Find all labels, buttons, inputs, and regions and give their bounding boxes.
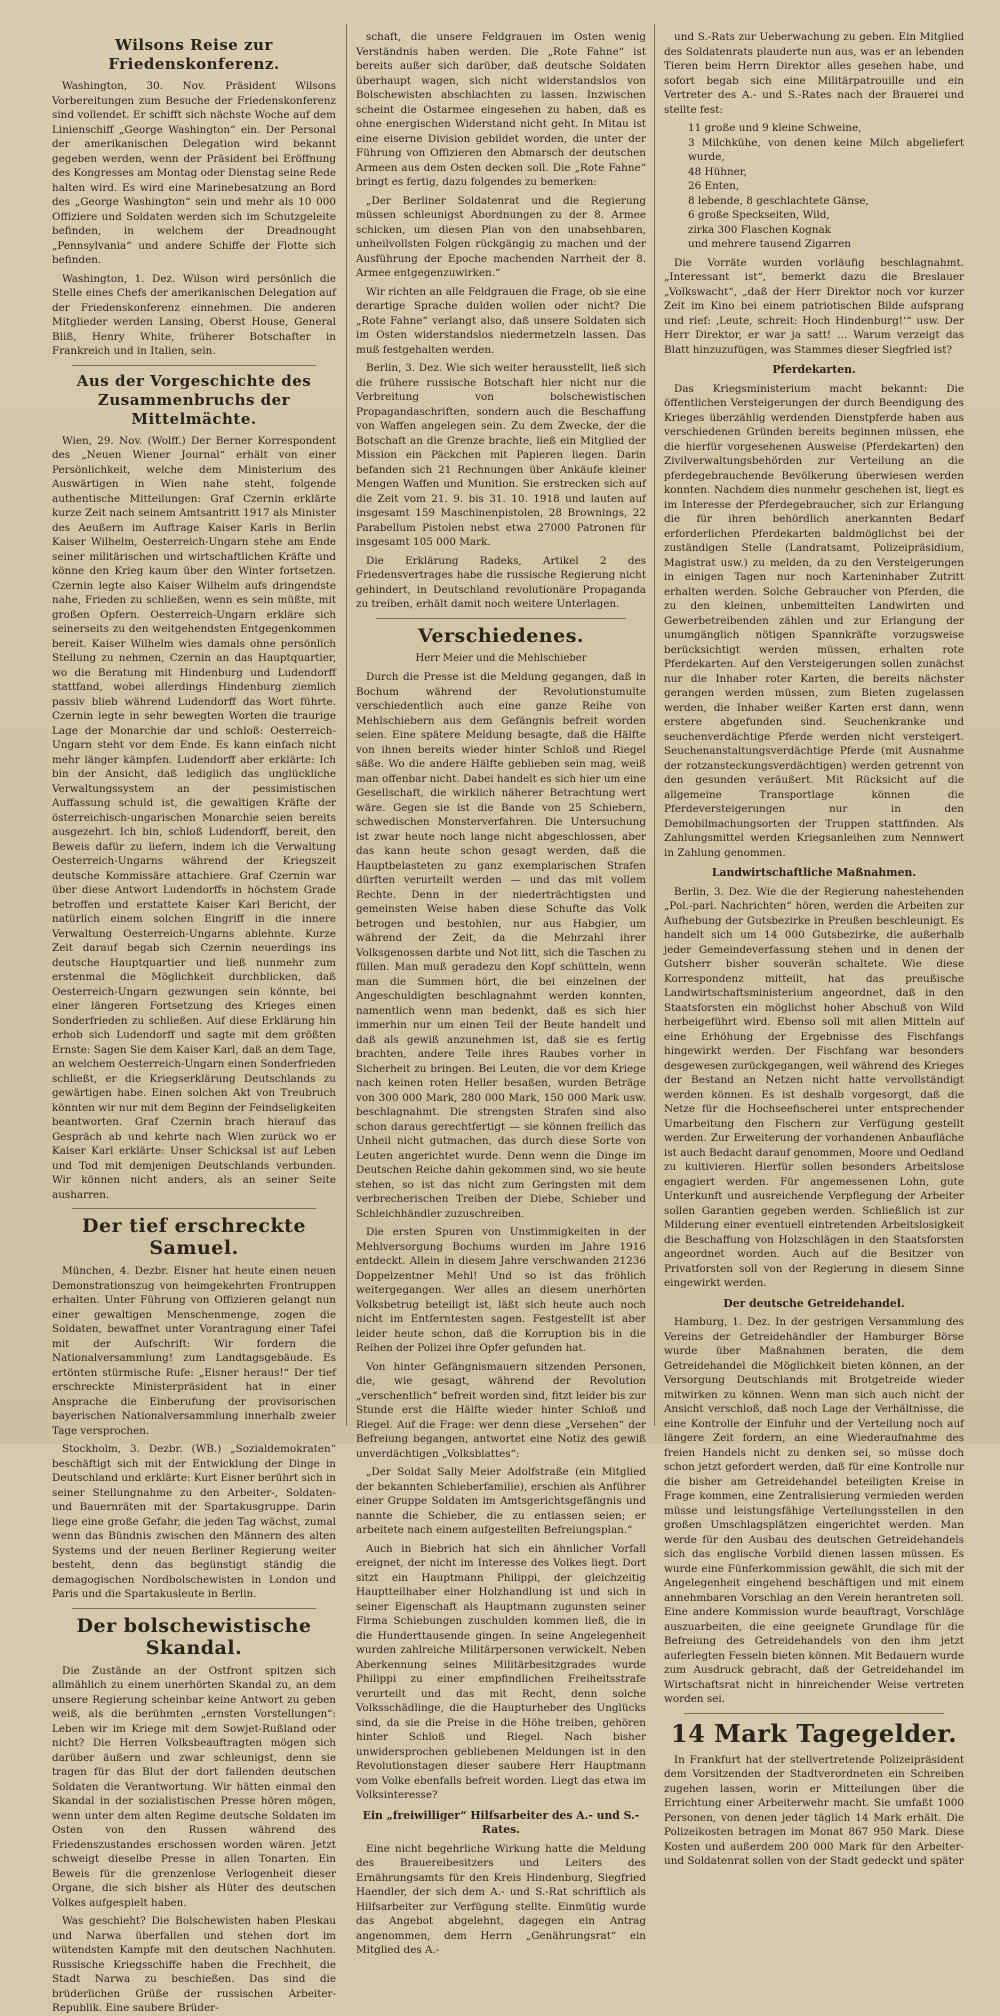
paragraph: Eine nicht begehrliche Wirkung hatte die Meldung des Brauereibesitzers und Leiters des Ernährungsamts für den Kreis Hindenburg, Siegfried Haendler, der sich dem A.- und S.-Rat schriftlich als Hilfsarbeiter zur Verfügung stellte. Einmütig wurde das Angebot abgelehnt, dagegen ein Antrag angenommen, dem Herrn „Genährungsrat“ ein Mitglied des A.- [356, 1842, 646, 1956]
paragraph: Wir richten an alle Feldgrauen die Frage, ob sie eine derartige Sprache dulden wollen oder nicht? Die „Rote Fahne“ verlangt also, daß unsere Soldaten sich im Osten widerstandslos niedermetzeln lassen. Das muß festgehalten werden. [356, 285, 646, 356]
column-3 [664, 30, 964, 1867]
headline-verschiedenes: Verschiedenes. [417, 624, 585, 647]
list-item: 11 große und 9 kleine Schweine, [688, 122, 862, 134]
inventory-list [688, 121, 964, 252]
column-divider [346, 24, 347, 1426]
divider [376, 618, 626, 619]
divider [684, 1713, 944, 1714]
paragraph: München, 4. Dezbr. Eisner hat heute einen neuen Demonstrationszug von heimgekehrten Frontruppen erhalten. Unter Führung von Offizieren gelangt nun einer gewaltigen Menschenmenge, zogen die Soldaten, bewaffnet unter Vorantragung einer Tafel mit der Aufschrift: Wir fordern die Nationalversammlung! zum Landtagsgebäude. Es ertönten stürmische Rufe: „Eisner heraus!“ Der tief erschreckte Ministerpräsident hat in einer Ansprache die Einberufung der provisorischen bayerischen Nationalversammlung innerhalb zweier Tage versprochen. [52, 1265, 336, 1437]
paragraph: Hamburg, 1. Dez. In der gestrigen Versammlung des Vereins der Getreidehändler der Hamburger Börse wurde über Maßnahmen beraten, die dem Getreidehandel die Möglichkeit bieten können, an der Versorgung Deutschlands mit Brotgetreide wieder mitwirken zu können. Wenn man sich auch nicht der Ansicht verschloß, daß noch Lage der Verhältnisse, die eine Kontrolle der Einfuhr und der Verteilung noch auf längere Zeit fordern, an eine Wiederaufnahme des freien Handels nicht zu denken sei, so müsse doch schon jetzt gefordert werden, daß für eine Kontrolle nur die bisher am Getreidehandel beteiligten Kreise in Frage kommen, eine Zentralisierung vermieden werden müsse und leistungsfähige Verteilungsstellen in den großen Umschlagsplätzen eingerichtet werden. Man werde für den Ausbau des deutschen Getreidehandels sich das englische Vorbild dienen lassen müssen. Es wurde eine Fünferkommission gewählt, die sich mit der Angelegenheit eingehend beschäftigen und mit einem annehmbaren Vorschlag an den Verein herantreten soll. Eine andere Kommission wurde beauftragt, Vorschläge auszuarbeiten, die eine geeignete Grundlage für die Befreiung des Getreidehandels von den ihm jetzt auferlegten Fesseln bieten können. Mit Bedauern wurde zum Ausdruck gebracht, daß der Getreidehandel im Wirtschaftsrat nicht in hinreichender Weise vertreten worden sei. [664, 1316, 964, 1705]
list-item: 26 Enten, [688, 180, 740, 192]
paragraph: Die Zustände an der Ostfront spitzen sich allmählich zu einem unerhörten Skandal zu, an dem unsere Regierung scheinbar keine Antwort zu geben weiß, als die berühmten „ernsten Vorstellungen“: Leben wir im Kriege mit dem Sowjet-Rußland oder nicht? Die Herren Volksbeauftragten mögen sich darüber äußern und zwar schleunigst, denn sie tragen für das Blut der dort fallenden deutschen Soldaten die Verantwortung. Wir hätten einmal den Skandal in der sozialistischen Presse hören mögen, wenn unter dem alten Regime deutsche Soldaten im Osten von den Russen während des Friedenszustandes erschossen worden wären. Jetzt schweigt dieselbe Presse in allen Tonarten. Ein Beweis für die grenzenlose Verlogenheit dieser Organe, die sich bisher als Hüter des deutschen Volkes aufgespielt haben. [52, 1664, 336, 1909]
list-item: 48 Hühner, [688, 165, 747, 178]
paragraph: Berlin, 3. Dez. Wie sich weiter herausstellt, ließ sich die frühere russische Botschaft hier nicht nur die Verbreitung von bolschewistischen Propagandaschriften, sondern auch die Beschaffung von Waffen angelegen sein. Zu dem Zwecke, der die Botschaft an die Grenze brachte, ließ ein Mitglied der Mission ein Päckchen mit Papieren liegen. Darin befanden sich 21 Rechnungen über Ankäufe kleiner Mengen Waffen und Munition. Sie erstrecken sich auf die Zeit vom 21. 9. bis 31. 10. 1918 und lauten auf insgesamt 159 Maschinenpistolen, 28 Brownings, 22 Parabellum Pistolen nebst etwa 27000 Patronen für insgesamt 105 000 Mark. [356, 362, 646, 548]
paragraph: Das Kriegsministerium macht bekannt: Die öffentlichen Versteigerungen der durch Beendigung des Krieges überzählig werdenden Dienstpferde haben aus verschiedenen Gründen bereits beginnen müssen, ehe die hierfür vorgesehenen Ausweise (Pferdekarten) den Zivilverwaltungsbehörden zur Verteilung an die pferdegebrauchende Bevölkerung überwiesen werden konnten. Nachdem dies nunmehr geschehen ist, liegt es im Interesse der Pferdegebraucher, sich zur Erlangung die für ihren behördlich anerkannten Bedarf erforderlichen Pferdekarten baldmöglichst bei der zuständigen Stelle (Landratsamt, Polizeipräsidium, Magistrat usw.) zu melden, da zu den Versteigerungen in einigen Tagen nur noch Karteninhaber Zutritt erhalten werden. Solche Gebraucher von Pferden, die zu den kleinen, unbemittelten Landwirten und Gewerbetreibenden zählen und zur Erlangung der unumgänglich nötigen Spannkräfte vorzugsweise berücksichtigt werden müssen, erhalten rote Pferdekarten. Auf den Versteigerungen sollen zunächst nur die Inhaber roter Karten, die bereits nächster gerangen werden müssen, zum Bieten zugelassen werden, die Inhaber weißer Karten erst dann, wenn erstere abgefunden sind. Seuchenkranke und seuchenverdächtige Pferde werden nicht versteigert. Seuchenanstaltungsverdächtige Pferde (mit Ausnahme der rotzansteckungsverdächtigen) werden getrennt von den gesunden veräußert. Mit Rücksicht auf die allgemeine Transportlage können die Pferdeversteigerungen nur in den Demobilmachungsorten der Truppen stattfinden. Als Zahlungsmittel werden Kriegsanleihen zum Nennwert in Zahlung genommen. [664, 382, 964, 859]
headline-samuel: Der tief erschreckte Samuel. [82, 1215, 306, 1259]
paragraph: Auch in Biebrich hat sich ein ähnlicher Vorfall ereignet, der nicht im Interesse des Volkes liegt. Dort sitzt ein Hauptmann Philippi, der gleichzeitig Hauptteilhaber einer Holzhandlung ist und sich in seiner Eigenschaft als Hauptmann zugunsten seiner Firma Schiebungen zuschulden kommen ließ, die in die Hunderttausende gingen. In seine Angelegenheit wurden zahlreiche Militärpersonen verwickelt. Neben Aberkennung seines Militärbesitzgrades wurde Philippi zu einer empfindlichen Freiheitsstrafe verurteilt und das mit Recht, denn solche Volksschädlinge, die die Haupturheber des Unglücks sind, da sie die Preise in die Höhe treiben, gehören hinter Schloß und Riegel. Nach bisher unwidersprochen gebliebenen Meldungen ist in den Revolutionstagen dieser saubere Herr Hauptmann vom Volke ebenfalls befreit worden. Liegt das etwa im Volksinteresse? [356, 1542, 646, 1801]
headline-hilfsarbeiter: Ein „freiwilliger“ Hilfsarbeiter des A.- und S.-Rates. [362, 1808, 640, 1836]
headline-tagegelder: 14 Mark Tagegelder. [670, 1718, 958, 1748]
headline-wilson: Wilsons Reise zur Friedenskonferenz. [108, 36, 280, 73]
quote: „Der Soldat Sally Meier Adolfstraße (ein Mitglied der bekannten Schieberfamilie), erschien als Anführer einer Gruppe Soldaten im Amtsgerichtsgefängnis und nannte die Schieber, die zu entlassen seien; er arbeitete nach einem aufgestellten Befreiungsplan.“ [356, 1466, 646, 1536]
paragraph: Wien, 29. Nov. (Wolff.) Der Berner Korrespondent des „Neuen Wiener Journal“ erhält von einer Persönlichkeit, welche dem Ministerium des Auswärtigen in Wien nahe steht, folgende authentische Mitteilungen: Graf Czernin erklärte kurze Zeit nach seinem Amtsantritt 1917 als Minister des Aeußern im Auftrage Kaiser Karls in Berlin Kaiser Wilhelm, Oesterreich-Ungarn stehe am Ende seiner militärischen und wirtschaftlichen Kräfte und könne den Krieg kaum über den Winter fortsetzen. Czernin legte also Kaiser Wilhelm aufs dringendste nahe, Frieden zu schließen, wenn es sein müßte, mit großen Opfern. Oesterreich-Ungarn erkläre sich seinerseits zu den weitgehendsten Entgegenkommen bereit. Kaiser Wilhelm wies damals ohne persönlich Stellung zu nehmen, Czernin an das Hauptquartier, wo die Beratung mit Hindenburg und Ludendorff stattfand, wobei allerdings Hindenburg ziemlich passiv blieb während Ludendorff das Wort führte. Czernin legte in sehr bewegten Worten die traurige Lage der Monarchie dar und schloß: Oesterreich-Ungarn steht vor dem Ende. Es kann einfach nicht mehr länger kämpfen. Ludendorff aber erklärte: Ich bin der Ansicht, daß lediglich das unglückliche Verwaltungssystem an der pessimistischen Auffassung schuld ist, die gewaltigen Kräfte der österreichisch-ungarischen Monarchie seien bereits ausgezehrt. Ich bin, schloß Ludendorff, bereit, den Beweis dafür zu liefern, indem ich die Verwaltung Oesterreich-Ungarns während der Kriegszeit deutsche Kommissäre attachiere. Graf Czernin war über diese Antwort Ludendorffs in höchstem Grade betroffen und erstattete Kaiser Karl Bericht, der natürlich einem solchen Eingriff in die innere Verwaltung Oesterreich-Ungarns ablehnte. Kurze Zeit darauf begab sich Czernin neuerdings ins deutsche Hauptquartier und ließ nunmehr zum erstenmal die Möglichkeit durchblicken, daß Oesterreich-Ungarn gezwungen sein könnte, bei einer längeren Fortsetzung des Krieges einen Sonderfrieden zu schließen. Auf diese Erklärung hin erhob sich Ludendorff und sagte mit dem größten Ernste: Sagen Sie dem Kaiser Karl, daß an dem Tage, an welchem Oesterreich-Ungarn einen Sonderfrieden schließt, er die Kriegserklärung Deutschlands zu gewärtigen habe. Einen solchen Akt von Treubruch könnten wir nur mit dem Beginn der Feindseligkeiten beantworten. Graf Czernin brach hierauf das Gespräch ab und kehrte nach Wien zurück wo er Kaiser Karl erklärte: Unser Schicksal ist auf Leben und Tod mit demjenigen Deutschlands verbunden. Wir können nicht anders, als an seiner Seite ausharren. [52, 434, 336, 1201]
list-item: 6 große Speckseiten, Wild, [688, 209, 830, 221]
divider [72, 1208, 316, 1209]
column-1 [52, 30, 336, 2014]
column-2 [356, 30, 646, 1956]
list-item: zirka 300 Flaschen Kognak [688, 223, 831, 236]
paragraph: Washington, 1. Dez. Wilson wird persönlich die Stelle eines Chefs der amerikanischen Delegation auf der Friedenskonferenz einnehmen. Die anderen Mitglieder werden Lansing, Oberst House, General Bliß, Henry White, früherer Botschafter in Frankreich und in Italien, sein. [52, 272, 336, 357]
divider [72, 1608, 316, 1609]
quote: „Der Berliner Soldatenrat und die Regierung müssen schleunigst Abordnungen zu der 8. Armee schicken, um diesen Plan von den unabsehbaren, unheilvollsten Folgen rückgängig zu machen und der Ausführung der Epoche machenden Narrheit der 8. Armee entgegenzuwirken.“ [356, 194, 646, 279]
paragraph: Die Vorräte wurden vorläufig beschlagnahmt. „Interessant ist“, bemerkt dazu die Breslauer „Volkswacht“, „daß der Herr Direktor noch vor kurzer Zeit im Kino bei einem patriotischen Bilde aufsprang und rief: ‚Leute, schreit: Hoch Hindenburg!‘“ usw. Der Herr Direktor, er war ja satt! ... Warum verzeigt das Blatt hinzuzufügen, was Stammes dieser Siegfried ist? [664, 256, 964, 356]
paragraph: Was geschieht? Die Bolschewisten haben Pleskau und Narwa überfallen und stehen dort im wütendsten Kampfe mit den deutschen Nachhuten. Russische Kriegsschiffe haben die Frechheit, die Stadt Narwa zu beschießen. Das sind die brüderlichen Grüße der russischen Arbeiter-Republik. Eine saubere Brüder- [52, 1915, 336, 2014]
paragraph: und S.-Rats zur Ueberwachung zu geben. Ein Mitglied des Soldatenrats plauderte nun aus, was er an lebenden Tieren beim Herrn Direktor alles gesehen habe, und sofort begab sich eine Militärpatrouille und ein Vertreter des A.- und S.-Rates nach der Brauerei und stellte fest: [664, 31, 964, 116]
headline-landwirtschaft: Landwirtschaftliche Maßnahmen. [711, 866, 917, 879]
paragraph: Washington, 30. Nov. Präsident Wilsons Vorbereitungen zum Besuche der Friedenskonferenz sind vollendet. Er schifft sich nächste Woche auf dem Linienschiff „George Washington“ ein. Der Personal der amerikanischen Delegation wird bekannt gegeben werden, wenn der Präsident bei Eröffnung des Kongresses am Montag oder Dienstag seine Rede halten wird. Es wird eine Marinebesatzung an Bord des „George Washington“ sein und mehr als 10 000 Offiziere und Soldaten werden sich im Schutzgeleite befinden, in welchem der Dreadnought „Pennsylvania“ und andere Schiffe der Flotte sich befinden. [52, 80, 336, 266]
headline-zusammenbruch: Aus der Vorgeschichte des Zusammenbruchs der Mittelmächte. [76, 371, 312, 428]
paragraph: In Frankfurt hat der stellvertretende Polizeipräsident dem Vorsitzenden der Stadtverordneten ein Schreiben zugehen lassen, worin er Mitteilungen über die Errichtung einer Arbeiterwehr macht. Sie umfaßt 1000 Personen, von denen jeder täglich 14 Mark erhält. Die Polizeikosten betragen im Monat 867 950 Mark. Diese Kosten und außerdem 200 000 Mark für den Arbeiter- und Soldatenrat sollen von der Stadt gedeckt und später [664, 1753, 964, 1867]
column-divider [654, 24, 655, 1426]
divider [72, 365, 316, 366]
headline-skandal: Der bolschewistische Skandal. [76, 1614, 312, 1659]
list-item: 8 lebende, 8 geschlachtete Gänse, [688, 194, 869, 207]
paragraph: Durch die Presse ist die Meldung gegangen, daß in Bochum während der Revolutionstumulte verschiedentlich auch eine ganze Reihe von Mehlschiebern aus dem Gefängnis befreit worden seien. Eine spätere Meldung besagte, daß die Hälfte von ihnen bereits wieder hinter Schloß und Riegel säße. Wo die andere Hälfte geblieben sein mag, weiß man offenbar nicht. Dabei handelt es sich hier um eine Gesellschaft, die wirklich näherer Betrachtung wert wäre. Gegen sie ist die Bande von 25 Schiebern, schwedischen Monsterverfahren. Die Untersuchung ist zwar heute noch lange nicht abgeschlossen, aber das kann heute schon gesagt werden, daß die Hauptbelasteten zu ganz exemplarischen Strafen dürften verurteilt werden — und das mit vollem Rechte. Denn in der niederträchtigsten und gemeinsten Weise haben diese Schufte das Volk betrogen und bestohlen, nur aus Habgier, um während der Zeit, da die Mehrzahl ihrer Volksgenossen darbte und Not litt, sich die Taschen zu füllen. Man muß geradezu den Kopf schütteln, wenn man die Summen hört, die bei einzelnen der Angeschuldigten beschlagnahmt werden konnten, namentlich wenn man bedenkt, daß es sich hier immerhin nur um einen Teil der Beute handelt und daß als gewiß anzunehmen ist, daß sie es fertig brachten, andere Teile ihres Raubes vorher in Sicherheit zu bringen. Bei Leuten, die vor dem Kriege nach keinen roten Heller besaßen, wurden Beträge von 300 000 Mark, 280 000 Mark, 150 000 Mark usw. beschlagnahmt. Die strengsten Strafen sind also schon daraus gerechtfertigt — sie können freilich das Unheil nicht gutmachen, das durch diese Sorte von Leuten angerichtet wurde. Denn wenn die Dinge im Deutschen Reiche dahin gekommen sind, wo sie heute stehen, so ist das nicht zum Geringsten mit dem verbrecherischen Treiben der Diebe, Schieber und Schleichhändler zuzuschreiben. [356, 671, 646, 1220]
list-item: 3 Milchkühe, von denen keine Milch abgeliefert wurde, [688, 136, 964, 163]
paragraph: Die ersten Spuren von Unstimmigkeiten in der Mehlversorgung Bochums wurden im Jahre 1916 entdeckt. Allein in diesem Jahre verschwanden 21236 Doppelzentner Mehl! Und so ist das fröhlich weitergegangen. Wer alles an diesem unerhörten Volksbetrug beteiligt ist, läßt sich heute auch noch nicht im Entferntesten sagen. Festgestellt ist aber leider heute schon, daß die Korruption bis in die Reihen der Polizei ihre Opfer gefunden hat. [356, 1226, 646, 1354]
paragraph: Von hinter Gefängnismauern sitzenden Personen, die, wie gesagt, während der Revolution „verschentlich“ befreit worden sind, fitzt leider bis zur Stunde erst die Hälfte wieder hinter Schloß und Riegel. Auf die Frage: wer denn diese „Versehen“ der Befreiung begangen, antwortet eine Notiz des gewiß unverdächtigen „Volksblattes“: [356, 1360, 646, 1460]
paragraph: Die Erklärung Radeks, Artikel 2 des Friedensvertrages habe die russische Regierung nicht gehindert, in Deutschland revolutionäre Propaganda zu treiben, erhält damit noch weitere Unterlagen. [356, 554, 646, 610]
headline-getreidehandel: Der deutsche Getreidehandel. [723, 1296, 905, 1310]
list-item: und mehrere tausend Zigarren [688, 238, 851, 250]
paragraph: schaft, die unsere Feldgrauen im Osten wenig Verständnis haben werden. Die „Rote Fahne“ ist bereits außer sich darüber, daß deutsche Soldaten überhaupt wagen, sich nicht widerstandslos von Bolschewisten abschlachten zu lassen. Inzwischen scheint die Ostarmee eingesehen zu haben, daß es ohne energischen Widerstand nicht geht. In Mitau ist eine eiserne Division gebildet worden, die unter der Führung von Offizieren den Abmarsch der deutschen Armeen aus dem Osten decken soll. Die „Rote Fahne“ bringt es fertig, dazu folgendes zu bemerken: [356, 31, 646, 188]
paragraph: Stockholm, 3. Dezbr. (WB.) „Sozialdemokraten“ beschäftigt sich mit der Entwicklung der Dinge in Deutschland und erklärte: Kurt Eisner berührt sich in seiner Stellungnahme zu den Arbeiter-, Soldaten- und Bauernräten mit der Spartakusgruppe. Darin liege eine große Gefahr, die jeden Tag wächst, zumal wenn das Bündnis zwischen den Männern des alten Systems und der neuen Berliner Regierung weiter besteht, denn das begünstigt ständig die demagogischen Nordbolschewisten in London und Paris und die Spartakusleute in Berlin. [52, 1443, 336, 1600]
subheadline: Herr Meier und die Mehlschieber [415, 652, 587, 664]
paragraph: Berlin, 3. Dez. Wie die der Regierung nahestehenden „Pol.-parl. Nachrichten“ hören, werden die Arbeiten zur Aufhebung der Gutsbezirke in Preußen beschleunigt. Es handelt sich um 14 000 Gutsbezirke, die außerhalb jeder Gemeindeverfassung stehen und in denen der Gutsherr bisher souverän schaltete. Wie diese Korrespondenz mitteilt, hat das preußische Landwirtschaftsministerium angeordnet, daß in den Staatsforsten ein möglichst hoher Abschuß von Wild herbeigeführt wird. Ebenso soll mit allen Mitteln auf eine Erhöhung der Ergebnisse des Fischfangs hingewirkt werden. Der Fischfang war besonders desgewesen zurückgegangen, weil während des Krieges der Bestand an Netzen nicht hatte vervollständigt werden können. Es ist deshalb vorgesorgt, daß die Netze für die Hochseefischerei unter entsprechender Umarbeitung den Fischern zur Verfügung gestellt werden. Zur Erweiterung der vorhandenen Anbaufläche ist auch Bedacht darauf genommen, Moore und Oedland zu kultivieren. Hierfür sollen besonders Arbeitslose engagiert werden. Für angemessenen Lohn, gute Unterkunft und ausreichende Verpflegung der Arbeiter sollen Garantien gegeben werden. Schließlich ist zur Milderung einer eventuell eintretenden Arbeitslosigkeit die Beschaffung von Holzschlägen in den Staatsforsten angeordnet worden. Auch auf die Besitzer von Privatforsten soll von der Regierung in diesem Sinne eingewirkt werden. [664, 885, 964, 1289]
headline-pferdekarten: Pferdekarten. [772, 363, 856, 376]
